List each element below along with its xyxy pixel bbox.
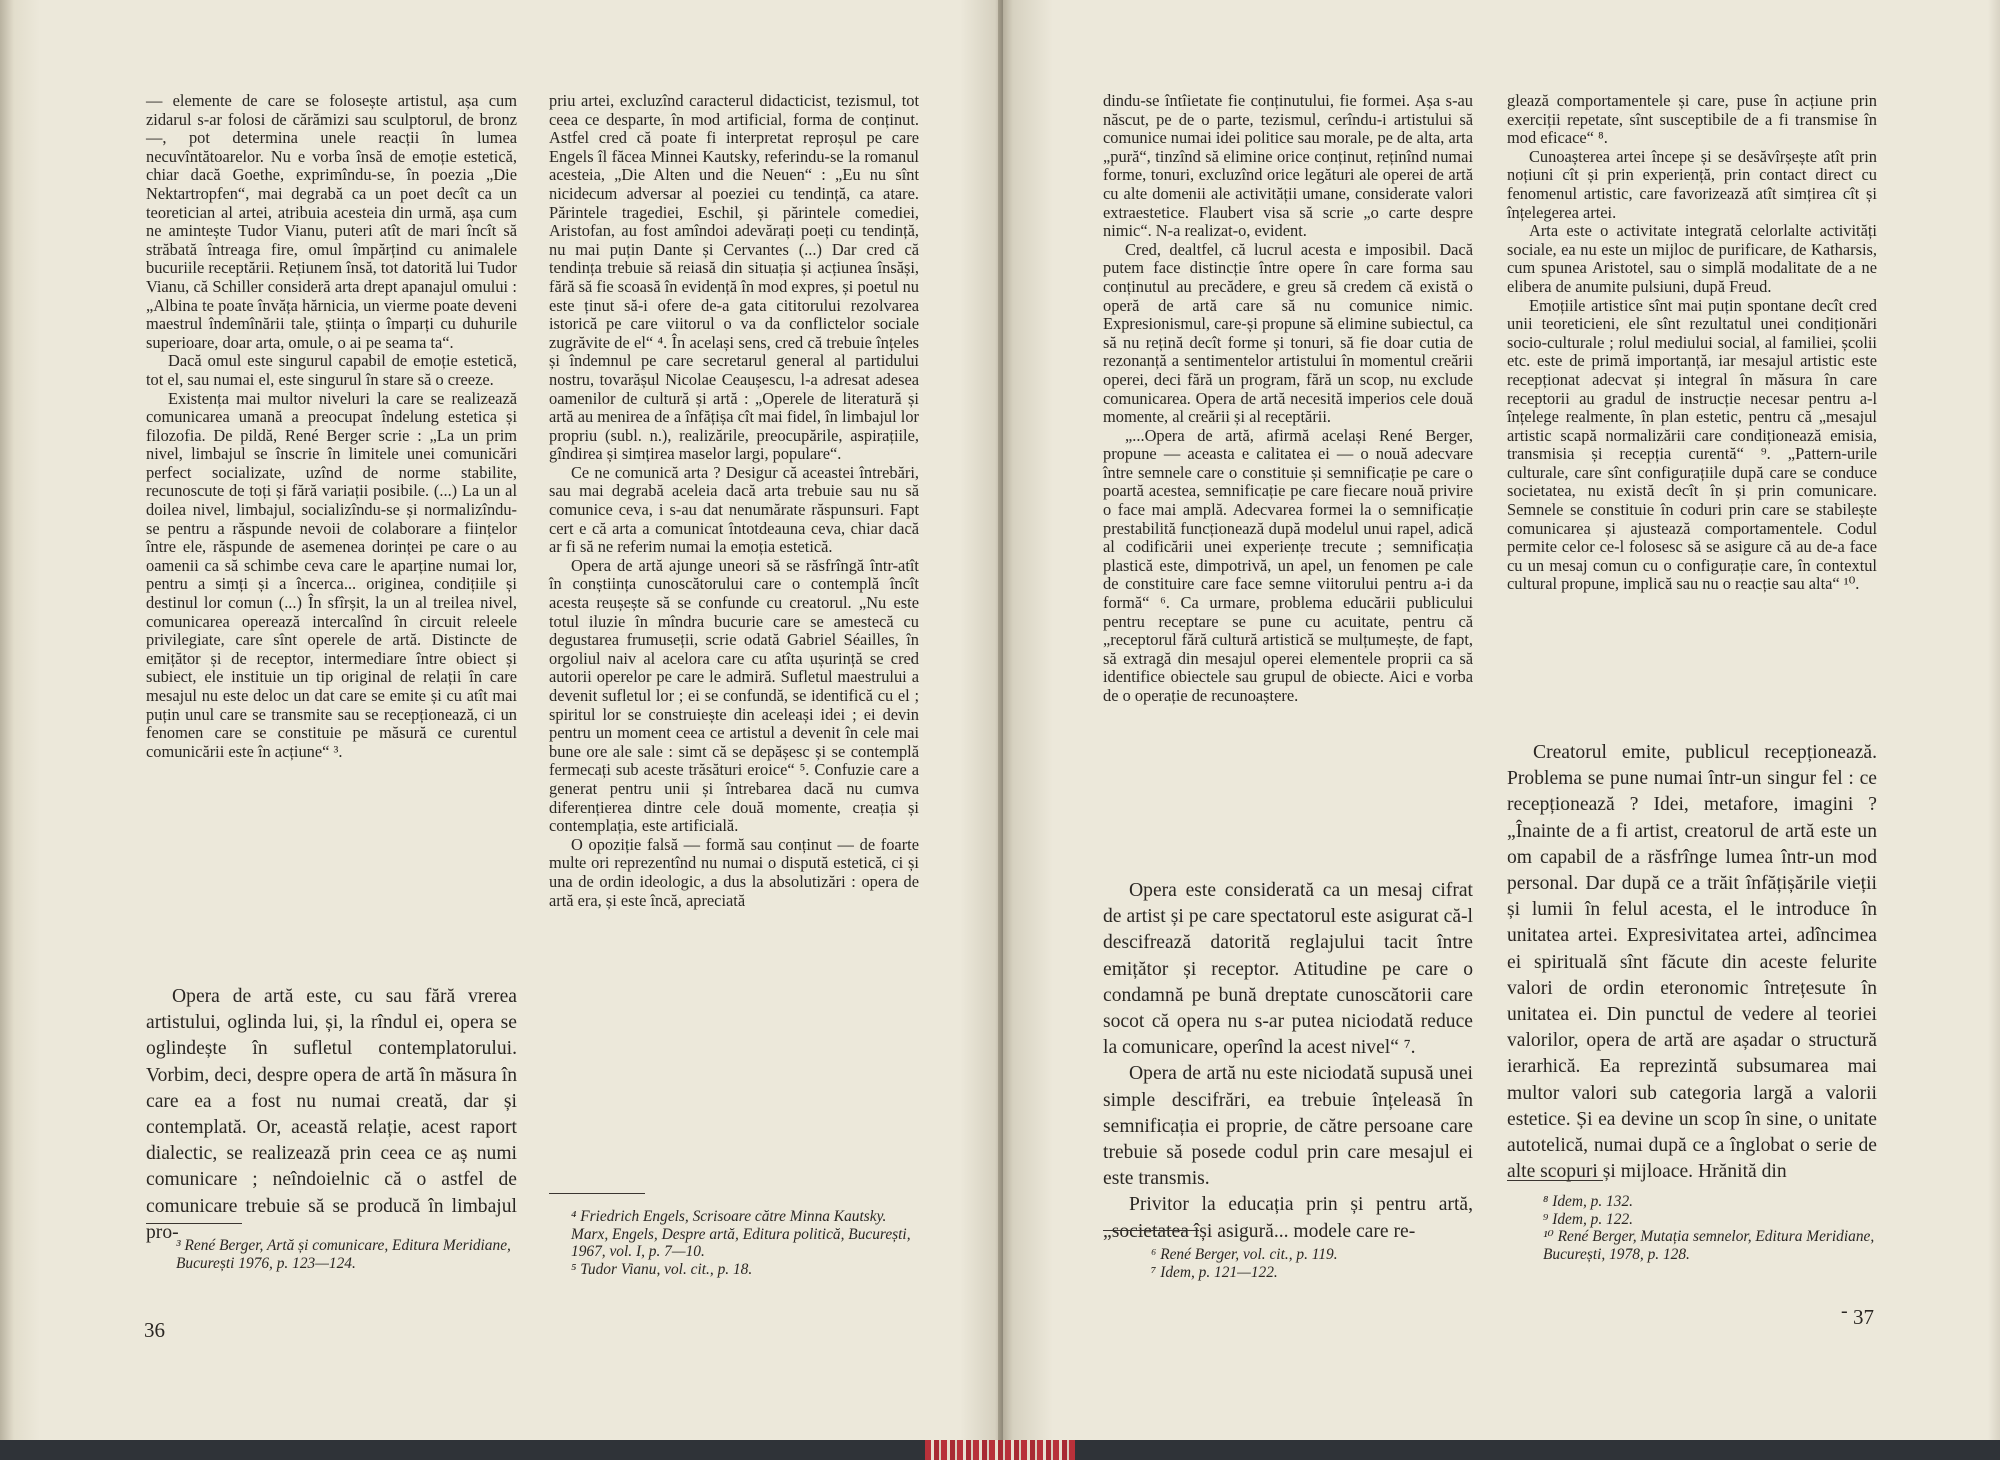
right-col2-large-paragraphs (1507, 740, 1877, 1185)
right-col1-paragraphs (1103, 92, 1473, 706)
right-page-number: 37 (1853, 1305, 1874, 1329)
paragraph: Opera este considerată ca un mesaj cifrat de artist și pe care spectatorul este asigurat că-l descifrează datorită reglajului tacit între emițător și receptor. Atitudine pe care o condamnă pe bună dreptate cunoscătorii care socot că opera nu s-ar putea niciodată reduce la comunicare, operînd la acest nivel“ ⁷. (1103, 880, 1473, 1059)
bookmark-ribbon (925, 1440, 1075, 1460)
left-col2-paragraphs (549, 92, 919, 910)
right-column-2 (1507, 92, 1877, 594)
left-page-number: 36 (144, 1318, 165, 1342)
left-col2-footnote-list (571, 1208, 917, 1278)
left-column-1-large (146, 984, 517, 1246)
paragraph: Privitor la educația prin și pentru artă, „societatea își asigură... modele care re- (1103, 1194, 1473, 1242)
paragraph: Cunoașterea artei începe și se desăvîrșește atît prin noțiuni cît și prin experiență, prin contact direct cu fenomenul artistic, care favorizează atît simțirea cît și înțelegerea artei. (1507, 146, 1877, 222)
paragraph: ¹⁰ René Berger, Mutația semnelor, Editura Meridiane, București, 1978, p. 128. (1543, 1228, 1875, 1263)
paragraph: ⁶ René Berger, vol. cit., p. 119. (1151, 1246, 1338, 1263)
paragraph: ⁵ Tudor Vianu, vol. cit., p. 18. (571, 1260, 753, 1278)
paragraph: „...Opera de artă, afirmă același René Berger, propune — aceasta e calitatea ei — o nouă adecvare între semnele care o constituie și semnificație pe care o poartă acestea, semnificație pe care fiecare nouă privire o face mai amplă. Adecvarea formei la o semnificație prestabilită funcționează după modelul unui rapel, adică al codificării unei experiențe trecute ; semnificația plastică este, dimpotrivă, un apel, un fenomen pe cale de constituire care face semne viitorului pentru a-i da formă“ ⁶. Ca urmare, problema educării publicului pentru receptare se pune cu acuitate, pentru că „receptorul fără cultură artistică se mulțumește, de fapt, să extragă din mesajul operei elementele proprii ca să identifice obiectele sau grupul de obiecte. Aici e vorba de o operație de recunoaștere. (1103, 425, 1473, 705)
paragraph: Existența mai multor niveluri la care se realizează comunicarea umană a preocupat îndelung estetica și filozofia. De pildă, René Berger scrie : „La un prim nivel, limbajul se înscrie în limitele unei comunicări perfect socializate, uzînd de norme stabilite, recunoscute de toți și fără variații posibile. (...) La un al doilea nivel, limbajul, socializîndu-se și normalizîndu-se pentru a răspunde nevoii de colaborare a ființelor între ele, răspunde de asemenea dorinței pe care o au oamenii ca să schimbe ceva care le aparține numai lor, pentru a simți și a încerca... originea, condițiile și destinul lor comun (...) În sfîrșit, la un al treilea nivel, comunicarea operează intercalînd în circuit releele privilegiate, care sînt operele de artă. Distincte de emițător și de receptor, intermediare între obiect și subiect, ele instituie un tip original de relații în care mesajul nu este deloc un dat care se emite și cu atît mai puțin unul care se transmite sau se recepționează, ci un fenomen care se constituie pe măsură ce curentul comunicării este în acțiune“ ³. (146, 388, 517, 761)
paragraph: dindu-se întîietate fie conținutului, fie formei. Așa s-au născut, pe de o parte, tezismul, cerîndu-i artistului să comunice numai idei politice sau morale, pe de alta, arta „pură“, tinzînd să elimine orice conținut, reținînd numai forme, tonuri, excluzînd orice legături ale operei de artă cu alte domenii ale activității umane, considerate valori extraestetice. Flaubert visa să scrie „o carte despre nimic“. N-a realizat-o, evident. (1103, 91, 1474, 241)
right-col1-large-paragraphs (1103, 878, 1473, 1245)
left-col1-footnote-rule (146, 1223, 242, 1224)
paragraph: Creatorul emite, publicul recepționează. Problema se pune numai într-un singur fel : ce recepționează ? Idei, metafore, imagini ? „Înainte de a fi artist, creatorul de artă este un om capabil de a răsfrînge lumea într-un mod personal. Dar după ce a trăit înfățișările vieții și lumii în felul acesta, el le introduce în unitatea artei. Expresivitatea artei, adîncimea ei spirituală sînt făcute din aceste felurite valori de ordin eteronomic întrețesute în unitatea ei. Din punctul de vedere al teoriei valorilor, opera de artă are așadar o structură ierarhică. Ea reprezintă subsumarea mai multor valori sub categoria largă a valorii estetice. Și ea devine un scop în sine, o unitate autotelică, numai după ce a înglobat o serie de alte scopuri și mijloace. Hrănită din (1507, 742, 1877, 1183)
paragraph: ³ René Berger, Artă și comunicare, Editura Meridiane, București 1976, p. 123—124. (176, 1237, 511, 1272)
left-col2-footnote-rule (549, 1193, 645, 1194)
paragraph: Arta este o activitate integrată celorlalte activități sociale, ea nu este un mijloc de purificare, de Katharsis, cum spunea Aristotel, sau o simplă modalitate de a ne elibera de anumite pulsiuni, după Freud. (1507, 221, 1877, 296)
paragraph: Opera de artă ajunge uneori să se răsfrîngă într-atît în conștiința cunoscătorului care o contemplă încît acesta reușește să se confunde cu creatorul. „Nu este totul iluzie în mîndra bucurie care se amestecă cu degustarea frumuseții, scrie odată Gabriel Séailles, în orgoliul naiv al acelora care cu atîta ușurință se cred autorii operelor pe care le admiră. Sufletul maestrului a devenit sufletul lor ; ei se confundă, se identifică cu el ; spiritul lor se construiește din aceleași idei ; ei devin pentru un moment ceea ce artistul a devenit în cele mai bune ore ale sale : simt că se depășesc și se contemplă fermecați sub aceste trăsături eroice“ ⁵. Confuzie care a generat pentru unii și întrebarea dacă nu cumva diferențierea dintre cele două momente, creația și contemplația, este artificială. (549, 555, 919, 836)
right-col1-footnotes (1151, 1246, 1471, 1281)
paragraph: glează comportamentele și care, puse în acțiune prin exerciții repetate, sînt susceptibile de a fi transmise în mod eficace“ ⁸. (1507, 91, 1877, 148)
left-col1-footnotes (176, 1237, 514, 1272)
right-page-dash-mark: - (1841, 1300, 1848, 1322)
paragraph: Emoțiile artistice sînt mai puțin spontane decît cred unii teoreticieni, ele sînt rezultatul unei condiționări socio-culturale ; rolul mediului social, al familiei, școlii etc. este de primă importanță, iar mesajul artistic este recepționat adecvat și integral în măsura în care receptorii au gradul de instrucție necesar pentru a-l înțelege realmente, în plan estetic, pentru că „mesajul artistic scapă normalizării care condiționează emisia, transmisia și recepția curentă“ ⁹. „Pattern-urile culturale, care sînt configurațiile după care se conduce societatea, nu există decît în și prin comunicare. Semnele se constituie în coduri prin care se stabilește comunicarea și ajustează comportamentele. Codul permite celor ce-l folosesc să se asigure că au de-a face cu un mesaj comun cu o configurație care, în contextul cultural propune, implică sau nu o reacție sau alta“ ¹⁰. (1507, 295, 1877, 594)
right-col2-footnote-list (1543, 1193, 1875, 1263)
paragraph: ⁸ Idem, p. 132. (1543, 1193, 1633, 1210)
right-col1-footnote-list (1151, 1246, 1471, 1281)
paragraph: Opera de artă nu este niciodată supusă unei simple descifrări, ea trebuie înțeleasă în semnificația ei proprie, de către persoane care trebuie să posede codul prin care mesajul ei este transmis. (1103, 1063, 1473, 1190)
paragraph: Dacă omul este singurul capabil de emoție estetică, tot el, sau numai el, este singurul în stare să o creeze. (146, 351, 517, 389)
paragraph: ⁴ Friedrich Engels, Scrisoare către Minna Kautsky. Marx, Engels, Despre artă, Editura politică, București, 1967, vol. I, p. 7—10. (571, 1208, 911, 1261)
right-col1-footnote-rule (1103, 1230, 1199, 1231)
paragraph: priu artei, excluzînd caracterul didacticist, tezismul, tot ceea ce desparte, în mod artificial, forma de conținut. Astfel cred că poate fi interpretat reproșul pe care Engels îl făcea Minnei Kautsky, referindu-se la romanul acesteia, „Die Alten und die Neuen“ : „Eu nu sînt nicidecum adversar al poeziei cu tendință, ca atare. Părintele tragediei, Eschil, și părintele comediei, Aristofan, au fost amîndoi adevărați poeți cu tendință, nu mai puțin Dante și Cervantes (...) Dar cred că tendința trebuie să reiasă din situația și acțiunea însăși, fără să fie scoasă în evidență în mod expres, și poetul nu este ținut să-i ofere de-a gata cititorului rezolvarea istorică pe care viitorul o va da conflictelor sociale zugrăvite de el“ ⁴. În același sens, cred că trebuie înțeles și îndemnul pe care secretarul general al partidului nostru, tovarășul Nicolae Ceaușescu, l-a adresat adesea oamenilor de cultură și artă : „Operele de literatură și artă au menirea de a înfățișa cît mai fidel, în limbajul lor propriu (subl. n.), realizările, preocupările, aspirațiile, gîndirea și simțirea maselor largi, populare“. (549, 91, 919, 464)
paragraph: ⁹ Idem, p. 122. (1543, 1210, 1633, 1228)
right-col2-footnotes (1543, 1193, 1875, 1263)
left-col1-footnote-list (176, 1237, 514, 1272)
right-column-1-large (1103, 878, 1473, 1245)
paragraph: ⁷ Idem, p. 121—122. (1151, 1263, 1278, 1281)
paragraph: Cred, dealtfel, că lucrul acesta e imposibil. Dacă putem face distincție între opere în care forma sau conținutul au precădere, e greu să credem că există o operă de artă care să nu comunice nimic. Expresionismul, care-și propune să elimine subiectul, ca să nu rețină decît forme și tonuri, să fie doar cutia de rezonanță a sentimentelor artistului în momentul creării operei, deci fără un program, fără un scop, nu exclude comunicarea. Opera de artă necesită imperios cele două momente, al creării și al receptării. (1103, 239, 1473, 427)
right-page (1003, 0, 2000, 1460)
left-col1-large-paragraphs (146, 984, 517, 1246)
left-col2-footnotes (571, 1208, 917, 1278)
right-col2-footnote-rule (1507, 1180, 1603, 1181)
left-col1-paragraphs (146, 92, 517, 761)
right-column-1 (1103, 92, 1473, 706)
paragraph: Ce ne comunică arta ? Desigur că aceastei întrebări, sau mai degrabă aceleia dacă arta trebuie sau nu să comunice ceva, i s-au dat nenumărate răspunsuri. Fapt cert e că arta a comunicat întotdeauna ceva, chiar dacă ar fi să ne referim numai la emoția estetică. (549, 462, 919, 557)
paragraph: Opera de artă este, cu sau fără vrerea artistului, oglinda lui, și, la rîndul ei, opera se oglindește în sufletul contemplatorului. Vorbim, deci, despre opera de artă în măsura în care ea a fost nu numai creată, dar și contemplată. Or, această relație, acest raport dialectic, se realizează prin ceea ce aș numi comunicare ; neîndoielnic că o astfel de comunicare trebuie să se producă în limbajul pro- (146, 986, 517, 1243)
paragraph: O opoziție falsă — formă sau conținut — de foarte multe ori reprezentînd nu numai o dispută estetică, ci și una de ordin ideologic, a dus la absolutizări : opera de artă era, și este încă, apreciată (549, 834, 919, 910)
left-column-2 (549, 92, 919, 910)
right-col2-paragraphs (1507, 92, 1877, 594)
left-column-1 (146, 92, 517, 761)
paragraph: — elemente de care se folosește artistul, așa cum zidarul s-ar folosi de cărămizi sau sculptorul, de bronz —, pot determina unele reacții în lumea necuvîntătoarelor. Nu e vorba însă de emoție estetică, chiar dacă Goethe, exprimîndu-se, în poezia „Die Nektartropfen“, mai degrabă ca un poet decît ca un teoretician al artei, atribuia acesteia din urmă, așa cum ne amintește Tudor Vianu, puteri atît de mari încît să străbată întreaga fire, omul împărțind cu animalele bucuriile receptării. Rețiunem însă, tot datorită lui Tudor Vianu, că Schiller consideră arta drept apanajul omului : „Albina te poate învăța hărnicia, un vierme poate deveni maestrul îndemînării tale, știința o împarți cu duhurile superioare, doar arta, omule, o ai pe seama ta“. (146, 91, 517, 352)
right-column-2-large (1507, 740, 1877, 1185)
